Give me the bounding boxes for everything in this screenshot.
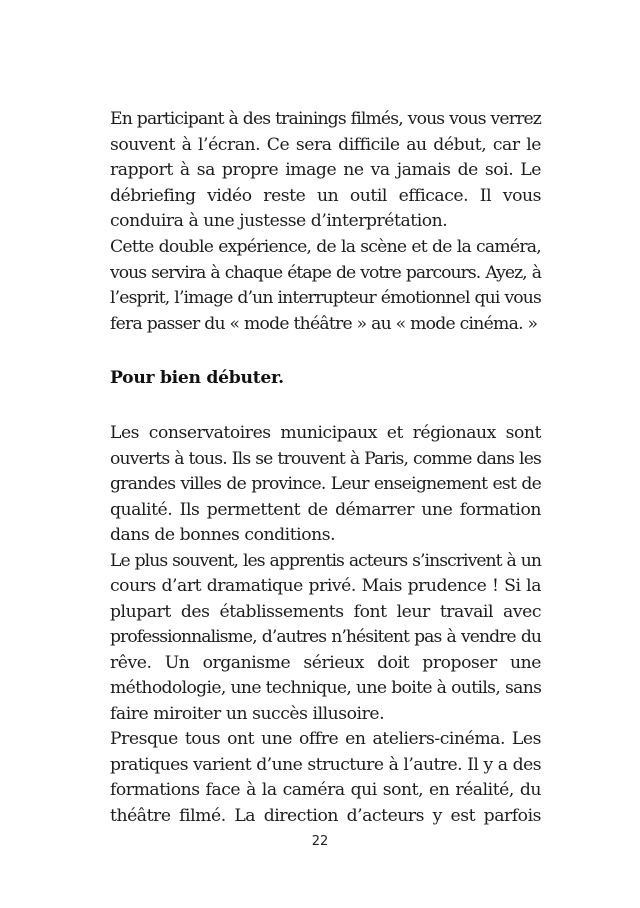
text-line: débriefing vidéo reste un outil efficace. Il vous [110, 185, 541, 206]
text-line: Cette double expérience, de la scène et de la caméra, [110, 237, 541, 257]
text-line: pratiques varient d’une structure à l’autre. Il y a des [110, 754, 541, 775]
paragraph-1 [110, 107, 541, 235]
text-line: dans de bonnes conditions. [110, 525, 336, 545]
paragraph-3 [110, 421, 541, 549]
text-line: rapport à sa propre image ne va jamais de soi. Le [110, 160, 541, 180]
section-heading: Pour bien débuter. [110, 368, 284, 388]
text-line: vous servira à chaque étape de votre parcours. Ayez, à [110, 262, 541, 283]
text-line: fera passer du « mode théâtre » au « mode cinéma. » [110, 313, 538, 334]
text-line: théâtre filmé. La direction d’acteurs y est parfois [110, 805, 541, 826]
text-line: ouverts à tous. Ils se trouvent à Paris, comme dans les [110, 448, 541, 469]
text-line: souvent à l’écran. Ce sera difficile au début, car le [110, 134, 541, 155]
page-number: 22 [311, 834, 329, 849]
text-line: faire miroiter un succès illusoire. [110, 703, 385, 724]
text-line: méthodologie, une technique, une boite à outils, sans [110, 678, 542, 698]
text-line: plupart des établissements font leur travail avec [110, 601, 541, 622]
text-line: l’esprit, l’image d’un interrupteur émotionnel qui vous [110, 288, 541, 308]
text-line: Le plus souvent, les apprentis acteurs s’inscrivent à un [110, 550, 541, 571]
paragraph-5 [110, 727, 541, 829]
paragraph-2 [110, 235, 541, 337]
text-line: qualité. Ils permettent de démarrer une formation [110, 499, 541, 520]
paragraph-4 [110, 549, 541, 728]
text-line: En participant à des trainings filmés, vous vous verrez [110, 109, 541, 129]
text-line: grandes villes de province. Leur enseignement est de [110, 474, 541, 494]
text-line: conduira à une justesse d’interprétation. [110, 211, 448, 231]
text-line: professionnalisme, d’autres n’hésitent pas à vendre du [110, 627, 541, 647]
text-line: rêve. Un organisme sérieux doit proposer une [110, 652, 541, 673]
text-line: Presque tous ont une offre en ateliers-cinéma. Les [110, 729, 541, 749]
text-line: Les conservatoires municipaux et régionaux sont [110, 423, 541, 443]
text-line: cours d’art dramatique privé. Mais prudence ! Si la [110, 576, 541, 596]
text-line: formations face à la caméra qui sont, en réalité, du [110, 780, 541, 800]
